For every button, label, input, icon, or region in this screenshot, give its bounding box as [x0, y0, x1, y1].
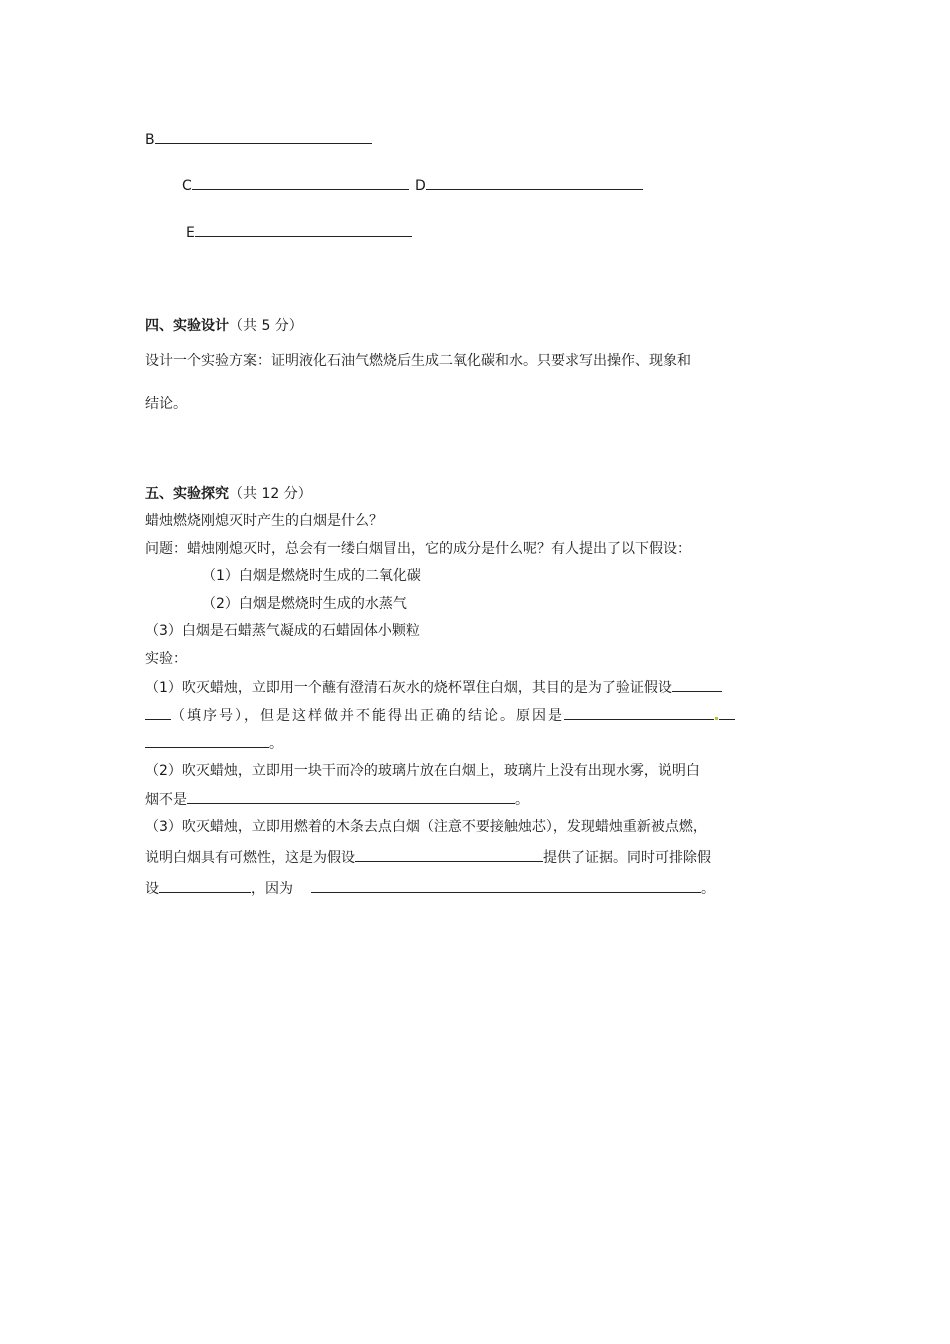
exp3-blank-hypothesis[interactable]: [355, 848, 543, 862]
exp1-end: 。: [269, 736, 283, 752]
answer-c-label: C: [182, 178, 192, 194]
section4-line1: 设计一个实验方案：证明液化石油气燃烧后生成二氧化碳和水。只要求写出操作、现象和: [145, 353, 691, 369]
exp1-text1: （1）吹灭蜡烛，立即用一个蘸有澄清石灰水的烧杯罩住白烟，其目的是为了验证假设: [145, 680, 672, 696]
exp1-blank-reason-cont[interactable]: [145, 734, 269, 748]
answer-c-blank[interactable]: [192, 176, 409, 190]
answer-d-label: D: [415, 178, 426, 194]
answer-b-blank[interactable]: [155, 130, 372, 144]
answer-b-line: [145, 130, 372, 149]
exp2-line1: （2）吹灭蜡烛，立即用一块干而冷的玻璃片放在白烟上，玻璃片上没有出现水雾，说明白: [145, 763, 700, 779]
answer-e-blank[interactable]: [195, 223, 412, 237]
section5-topic: 蜡烛燃烧刚熄灭时产生的白烟是什么？: [145, 513, 383, 529]
exp1-line2: [145, 706, 735, 725]
answer-b-label: B: [145, 132, 155, 148]
answer-c-line: [182, 176, 409, 195]
section5-title: 五、实验探究: [145, 486, 229, 502]
section5-heading: [145, 485, 312, 503]
exp3-text3a: 设: [145, 881, 159, 897]
hypothesis-1: （1）白烟是燃烧时生成的二氧化碳: [202, 568, 421, 584]
hypothesis-2: （2）白烟是燃烧时生成的水蒸气: [202, 596, 407, 612]
answer-d-line: [415, 176, 643, 195]
exp1-line3: [145, 734, 283, 753]
answer-d-blank[interactable]: [426, 176, 643, 190]
section4-heading: [145, 317, 303, 335]
exp2-blank[interactable]: [187, 790, 515, 804]
section5-question: 问题：蜡烛刚熄灭时，总会有一缕白烟冒出，它的成分是什么呢？有人提出了以下假设：: [145, 541, 691, 557]
exp3-text2a: 说明白烟具有可燃性，这是为假设: [145, 850, 355, 866]
section4-title: 四、实验设计: [145, 318, 229, 334]
section4-score: （共 5 分）: [229, 318, 303, 334]
exp2-text2: 烟不是: [145, 792, 187, 808]
exp3-end: 。: [701, 881, 715, 897]
exp1-blank-hypothesis-cont[interactable]: [145, 706, 171, 720]
stray-mark: [715, 717, 718, 720]
answer-e-label: E: [186, 225, 195, 241]
section5-score: （共 12 分）: [229, 486, 312, 502]
exp1-blank-hypothesis[interactable]: [672, 678, 722, 692]
exp3-blank-because[interactable]: [311, 879, 701, 893]
exp2-end: 。: [515, 792, 529, 808]
exp3-line3: [145, 879, 715, 898]
exp2-line2: [145, 790, 529, 809]
exp1-text2: （填序号），但是这样做并不能得出正确的结论。原因是: [171, 708, 564, 724]
exp3-text3b: ，因为: [251, 881, 293, 897]
exp1-blank-reason-tail: [719, 706, 735, 720]
exp3-line1: （3）吹灭蜡烛，立即用燃着的木条去点白烟（注意不要接触烛芯），发现蜡烛重新被点燃，: [145, 819, 707, 835]
exp3-text2b: 提供了证据。同时可排除假: [543, 850, 711, 866]
exp3-blank-exclude[interactable]: [159, 879, 251, 893]
section4-line2: 结论。: [145, 396, 187, 412]
exp1-blank-reason[interactable]: [564, 706, 714, 720]
exp3-line2: [145, 848, 711, 867]
experiment-label: 实验：: [145, 651, 187, 667]
exp1-line1: [145, 678, 722, 697]
answer-e-line: [186, 223, 412, 242]
hypothesis-3: （3）白烟是石蜡蒸气凝成的石蜡固体小颗粒: [145, 623, 420, 639]
